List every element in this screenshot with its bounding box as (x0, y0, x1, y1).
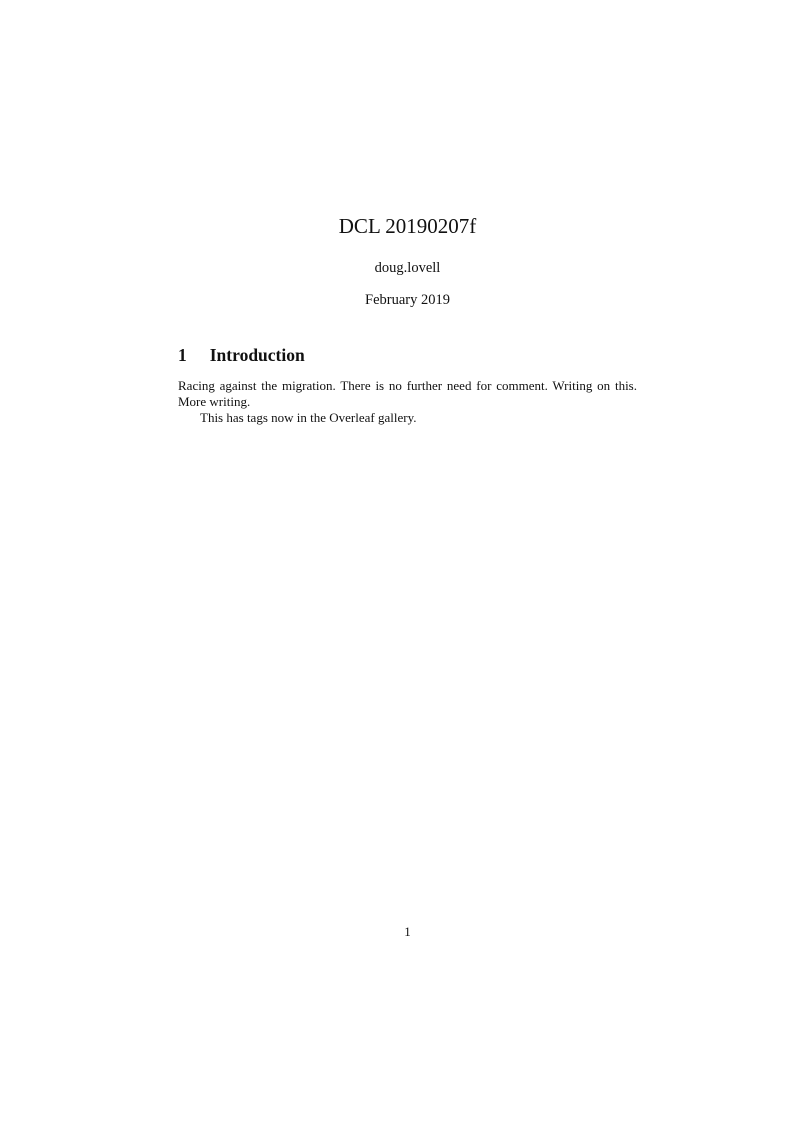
section-heading (178, 344, 637, 366)
document-date: February 2019 (365, 292, 450, 308)
paragraph: Racing against the migration. There is no further need for comment. Writing on this. More writing. (178, 378, 637, 410)
paragraph: This has tags now in the Overleaf gallery. (200, 410, 417, 426)
body-text (178, 378, 637, 427)
text-block (178, 0, 637, 1123)
document-author: doug.lovell (374, 260, 441, 276)
page-number: 1 (404, 924, 411, 939)
section-number: 1 (178, 345, 187, 365)
section-title: Introduction (209, 345, 305, 365)
document-title: DCL 20190207f (338, 214, 477, 238)
